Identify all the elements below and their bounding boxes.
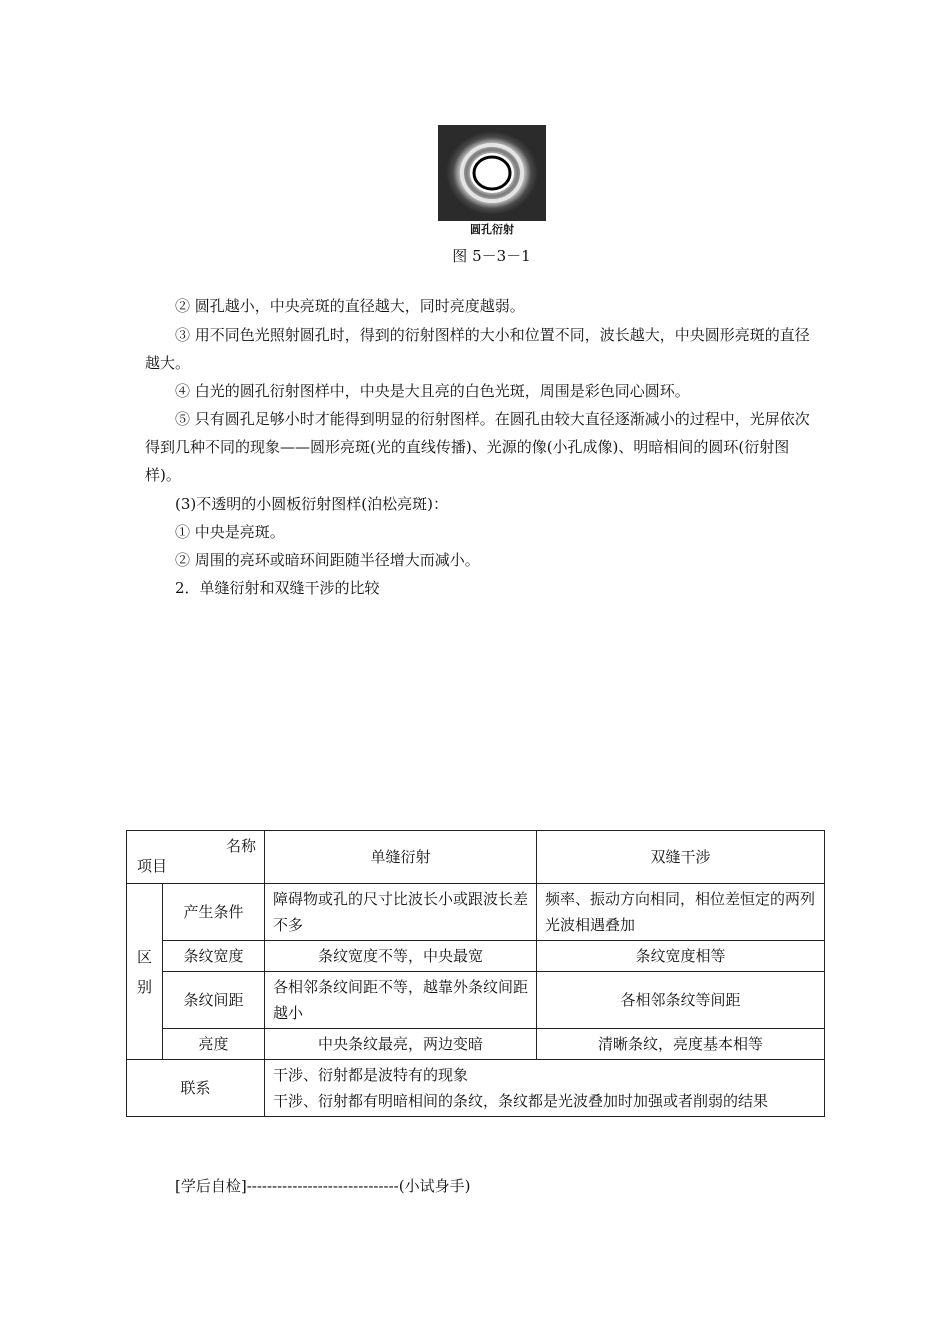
cell-double: 频率、振动方向相同，相位差恒定的两列光波相遇叠加 — [537, 884, 825, 941]
cell-single: 障碍物或孔的尺寸比波长小或跟波长差不多 — [265, 884, 537, 941]
table-row — [127, 884, 825, 941]
cell-double: 条纹宽度相等 — [537, 941, 825, 972]
header-double-slit: 双缝干涉 — [537, 831, 825, 884]
paragraph-3: ③ 用不同色光照射圆孔时，得到的衍射图样的大小和位置不同，波长越大，中央圆形亮斑的直径越大。 — [145, 326, 810, 372]
relation-content — [265, 1060, 825, 1117]
section-comparison-heading: 2．单缝衍射和双缝干涉的比较 — [175, 579, 380, 597]
cell-double: 各相邻条纹等间距 — [537, 972, 825, 1029]
paragraph-4: ④ 白光的圆孔衍射图样中，中央是大且亮的白色光斑，周围是彩色同心圆环。 — [175, 382, 690, 400]
section-poisson-spot: (3)不透明的小圆板衍射图样(泊松亮斑)： — [175, 495, 448, 513]
comparison-table — [126, 830, 825, 1117]
table-row — [127, 941, 825, 972]
table-row-relation — [127, 1060, 825, 1117]
table-header-row — [127, 831, 825, 884]
cell-single: 各相邻条纹间距不等，越靠外条纹间距越小 — [265, 972, 537, 1029]
paragraph-5: ⑤ 只有圆孔足够小时才能得到明显的衍射图样。在圆孔由较大直径逐渐减小的过程中，光屏依次得到几种不同的现象——圆形亮斑(光的直线传播)、光源的像(小孔成像)、明暗相间的圆环(衍射图样)。 — [145, 410, 810, 484]
figure-image-label: 圆孔衍射 — [470, 223, 514, 236]
row-label: 条纹宽度 — [163, 941, 265, 972]
figure-caption: 图 5－3－1 — [452, 247, 531, 265]
row-label: 亮度 — [163, 1029, 265, 1060]
circular-diffraction-image — [438, 125, 546, 221]
group-label-difference: 区 别 — [127, 884, 163, 1060]
table-row — [127, 972, 825, 1029]
cell-double: 清晰条纹，亮度基本相等 — [537, 1029, 825, 1060]
header-single-slit: 单缝衍射 — [265, 831, 537, 884]
table-row — [127, 1029, 825, 1060]
header-item-label: 项目 — [137, 857, 168, 875]
header-name-label: 名称 — [225, 837, 256, 855]
poisson-item-1: ① 中央是亮斑。 — [175, 523, 285, 541]
relation-label: 联系 — [127, 1060, 265, 1117]
poisson-item-2: ② 周围的亮环或暗环间距随半径增大而减小。 — [175, 551, 480, 569]
self-check-heading: [学后自检]------------------------------(小试身手) — [175, 1177, 471, 1195]
cell-single: 中央条纹最亮，两边变暗 — [265, 1029, 537, 1060]
cell-single: 条纹宽度不等，中央最宽 — [265, 941, 537, 972]
header-diagonal-cell — [127, 831, 265, 884]
row-label: 条纹间距 — [163, 972, 265, 1029]
paragraph-2: ② 圆孔越小，中央亮斑的直径越大，同时亮度越弱。 — [175, 297, 525, 315]
row-label: 产生条件 — [163, 884, 265, 941]
relation-line-2: 干涉、衍射都有明暗相间的条纹，条纹都是光波叠加时加强或者削弱的结果 — [273, 1092, 769, 1110]
relation-line-1: 干涉、衍射都是波特有的现象 — [273, 1066, 469, 1084]
